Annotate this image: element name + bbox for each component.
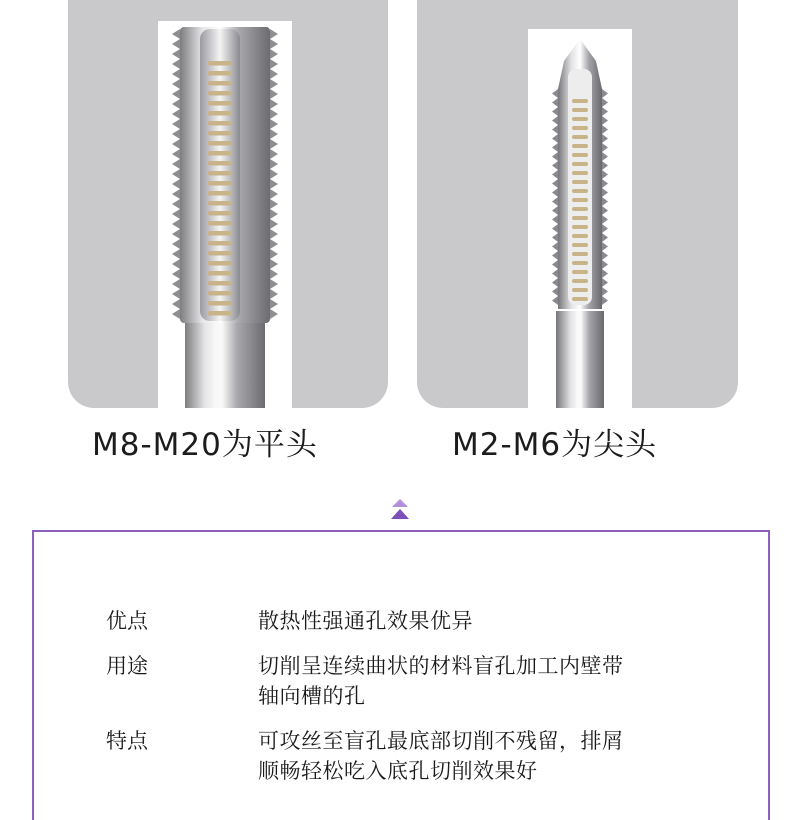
thread-tooth <box>270 169 278 179</box>
thread-tooth <box>172 229 180 239</box>
thread-tooth <box>552 269 558 278</box>
thread-tooth <box>552 143 558 152</box>
flute-coil <box>208 181 232 186</box>
thread-tooth <box>172 239 180 249</box>
flute-coil <box>572 261 588 265</box>
thread-tooth <box>552 152 558 161</box>
thread-tooth <box>602 188 608 197</box>
thread-tooth <box>602 152 608 161</box>
flute-coil <box>208 161 232 166</box>
flute-coil <box>208 281 232 286</box>
flute-coil <box>572 243 588 247</box>
thread-tooth <box>552 179 558 188</box>
flute-coil <box>208 111 232 116</box>
thread-tooth <box>552 125 558 134</box>
thread-tooth <box>552 161 558 170</box>
thread-tooth <box>552 296 558 305</box>
thread-tooth <box>270 99 278 109</box>
flute-coil <box>208 311 232 316</box>
thread-tooth <box>172 109 180 119</box>
thread-tooth <box>172 279 180 289</box>
thread-tooth <box>602 125 608 134</box>
thread-tooth <box>270 309 278 319</box>
flute-coil <box>572 144 588 148</box>
thread-tooth <box>270 239 278 249</box>
flute-coil <box>572 207 588 211</box>
thread-tooth <box>172 59 180 69</box>
thread-tooth <box>270 179 278 189</box>
thread-tooth <box>552 197 558 206</box>
thread-tooth <box>270 109 278 119</box>
thread-tooth <box>172 69 180 79</box>
feature-value-characteristic-line-1: 可攻丝至盲孔最底部切削不残留，排屑 <box>258 729 624 753</box>
thread-tooth <box>172 39 180 49</box>
thread-tooth <box>172 259 180 269</box>
flute-coil <box>208 261 232 266</box>
feature-value-usage-line-2: 轴向槽的孔 <box>258 684 366 708</box>
thread-tooth <box>172 299 180 309</box>
thread-tooth <box>270 229 278 239</box>
flute-coil <box>208 301 232 306</box>
flute-coil <box>572 225 588 229</box>
feature-label-advantage: 优点 <box>106 609 148 633</box>
flat-tip-tap-illustration <box>158 21 292 408</box>
flute-coil <box>572 180 588 184</box>
thread-tooth <box>172 219 180 229</box>
thread-tooth <box>602 161 608 170</box>
feature-value-usage <box>258 651 738 711</box>
thread-tooth <box>270 119 278 129</box>
thread-tooth <box>602 179 608 188</box>
thread-tooth <box>552 188 558 197</box>
thread-tooth <box>270 89 278 99</box>
thread-tooth <box>270 249 278 259</box>
flute-coil <box>572 162 588 166</box>
thread-tooth <box>270 129 278 139</box>
thread-tooth <box>552 287 558 296</box>
thread-tooth <box>552 89 558 98</box>
thread-tooth <box>270 219 278 229</box>
thread-tooth <box>602 215 608 224</box>
thread-tooth <box>270 159 278 169</box>
flute-coil <box>208 141 232 146</box>
flute-coil <box>208 121 232 126</box>
flute-coil <box>572 108 588 112</box>
thread-tooth <box>270 189 278 199</box>
thread-tooth <box>270 299 278 309</box>
flute-coil <box>572 126 588 130</box>
feature-value-characteristic <box>258 726 738 786</box>
thread-tooth <box>270 139 278 149</box>
thread-tooth <box>172 269 180 279</box>
thread-tooth <box>602 206 608 215</box>
flute-coil <box>572 279 588 283</box>
flute-coil <box>208 81 232 86</box>
flute-coil <box>208 171 232 176</box>
flute-coil <box>572 297 588 301</box>
thread-tooth <box>552 278 558 287</box>
thread-tooth <box>552 134 558 143</box>
thread-tooth <box>270 69 278 79</box>
thread-tooth <box>270 199 278 209</box>
caption-flat-tip: M8-M20为平头 <box>92 427 318 463</box>
thread-tooth <box>602 98 608 107</box>
flute-coil <box>208 131 232 136</box>
thread-tooth <box>172 89 180 99</box>
thread-tooth <box>172 289 180 299</box>
thread-tooth <box>172 119 180 129</box>
thread-tooth <box>552 224 558 233</box>
thread-tooth <box>602 260 608 269</box>
thread-tooth <box>172 199 180 209</box>
thread-tooth <box>270 29 278 39</box>
thread-tooth <box>602 296 608 305</box>
thread-tooth <box>172 49 180 59</box>
flute-coil <box>208 231 232 236</box>
thread-tooth <box>270 59 278 69</box>
thread-tooth <box>602 143 608 152</box>
thread-tooth <box>602 134 608 143</box>
flute-coil <box>572 189 588 193</box>
flute-coil <box>208 271 232 276</box>
thread-tooth <box>172 29 180 39</box>
flute-coil <box>572 288 588 292</box>
thread-tooth <box>602 287 608 296</box>
flute-coil <box>572 153 588 157</box>
thread-tooth <box>602 269 608 278</box>
thread-tooth <box>552 242 558 251</box>
flute-coil <box>572 198 588 202</box>
flute-coil <box>572 117 588 121</box>
thread-tooth <box>270 269 278 279</box>
feature-value-characteristic-line-2: 顺畅轻松吃入底孔切削效果好 <box>258 759 538 783</box>
thread-tooth <box>552 107 558 116</box>
thread-tooth <box>602 197 608 206</box>
flute-coil <box>572 99 588 103</box>
thread-tooth <box>602 251 608 260</box>
flute-coil <box>208 191 232 196</box>
thread-tooth <box>172 249 180 259</box>
thread-tooth <box>270 289 278 299</box>
thread-tooth <box>270 209 278 219</box>
thread-tooth <box>172 169 180 179</box>
thread-tooth <box>270 149 278 159</box>
thread-tooth <box>172 129 180 139</box>
feature-value-advantage: 散热性强通孔效果优异 <box>258 609 473 633</box>
thread-tooth <box>552 260 558 269</box>
thread-tooth <box>270 49 278 59</box>
caption-pointed-tip: M2-M6为尖头 <box>452 427 658 463</box>
flute-coil <box>572 216 588 220</box>
thread-tooth <box>270 279 278 289</box>
thread-tooth <box>552 251 558 260</box>
flute-coil <box>208 291 232 296</box>
feature-label-characteristic: 特点 <box>106 729 148 753</box>
thread-tooth <box>602 89 608 98</box>
thread-tooth <box>602 278 608 287</box>
thread-tooth <box>602 116 608 125</box>
flute-coil <box>208 251 232 256</box>
flute-coil <box>208 151 232 156</box>
flute-coil <box>572 171 588 175</box>
thread-tooth <box>270 39 278 49</box>
thread-tooth <box>172 309 180 319</box>
flute-coil <box>208 211 232 216</box>
flute-coil <box>208 101 232 106</box>
thread-tooth <box>602 224 608 233</box>
thread-tooth <box>172 209 180 219</box>
thread-tooth <box>172 99 180 109</box>
flute-coil <box>208 221 232 226</box>
flute-coil <box>572 252 588 256</box>
flute-coil <box>208 61 232 66</box>
thread-tooth <box>552 170 558 179</box>
flute-coil <box>208 91 232 96</box>
feature-value-usage-line-1: 切削呈连续曲状的材料盲孔加工内壁带 <box>258 654 624 678</box>
thread-tooth <box>172 189 180 199</box>
thread-tooth <box>172 179 180 189</box>
thread-tooth <box>172 139 180 149</box>
flute-coil <box>572 135 588 139</box>
thread-tooth <box>552 233 558 242</box>
thread-tooth <box>552 206 558 215</box>
feature-label-usage: 用途 <box>106 654 148 678</box>
flute-coil <box>208 71 232 76</box>
flute-coil <box>208 201 232 206</box>
flute-coil <box>572 270 588 274</box>
thread-tooth <box>172 79 180 89</box>
thread-tooth <box>172 159 180 169</box>
thread-tooth <box>552 116 558 125</box>
thread-tooth <box>602 170 608 179</box>
thread-tooth <box>270 79 278 89</box>
pointed-tip-tap-illustration <box>528 29 632 408</box>
flute-coil <box>208 241 232 246</box>
flute-coil <box>572 234 588 238</box>
thread-tooth <box>602 233 608 242</box>
double-chevron-up-icon <box>388 497 412 523</box>
thread-tooth <box>602 242 608 251</box>
thread-tooth <box>602 107 608 116</box>
thread-tooth <box>552 98 558 107</box>
thread-tooth <box>552 215 558 224</box>
thread-tooth <box>172 149 180 159</box>
thread-tooth <box>270 259 278 269</box>
